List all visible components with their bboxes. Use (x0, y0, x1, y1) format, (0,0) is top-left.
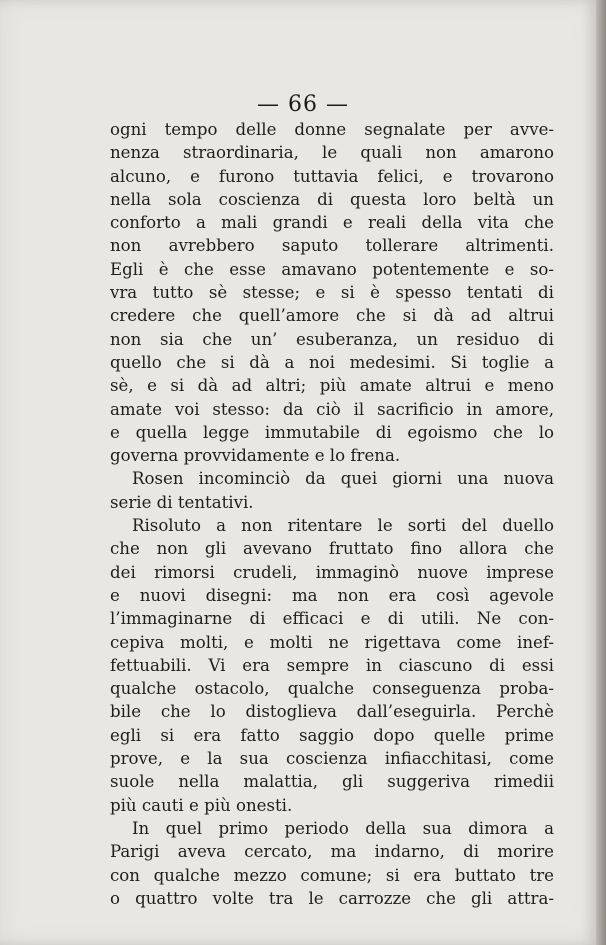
page-number: — 66 — (257, 92, 349, 117)
text-line: suole nella malattia, gli suggeriva rimedii (110, 772, 554, 792)
text-line: che non gli avevano fruttato fino allora che (110, 539, 554, 559)
text-line: e nuovi disegni: ma non era così agevole (110, 585, 554, 605)
body-text (110, 118, 554, 910)
text-line: prove, e la sua coscienza infiacchitasi, come (110, 749, 554, 769)
text-line: credere che quell’amore che si dà ad altrui (110, 306, 554, 326)
text-line: e quella legge immutabile di egoismo che lo (110, 422, 554, 442)
text-line: ogni tempo delle donne segnalate per avve- (110, 120, 554, 139)
text-line: quello che si dà a noi medesimi. Si toglie a (110, 352, 554, 372)
text-line: conforto a mali grandi e reali della vita che (110, 213, 554, 233)
text-line: Risoluto a non ritentare le sorti del duello (132, 516, 554, 536)
text-line: fettuabili. Vi era sempre in ciascuno di essi (110, 655, 554, 675)
text-line: In quel primo periodo della sua dimora a (132, 818, 554, 838)
text-line: bile che lo distoglieva dall’eseguirla. Perchè (110, 702, 554, 722)
page-edge (596, 0, 606, 945)
text-line: con qualche mezzo comune; si era buttato tre (110, 865, 554, 885)
text-line: governa provvidamente e lo frena. (110, 446, 401, 466)
text-line: egli si era fatto saggio dopo quelle prime (110, 725, 554, 745)
text-line: qualche ostacolo, qualche conseguenza proba- (110, 679, 554, 699)
text-line: dei rimorsi crudeli, immaginò nuove imprese (110, 562, 554, 582)
text-line: nella sola coscienza di questa loro beltà un (110, 189, 554, 209)
text-line: Egli è che esse amavano potentemente e so- (110, 259, 554, 279)
text-line: non avrebbero saputo tollerare altrimenti. (110, 236, 554, 256)
text-line: nenza straordinaria, le quali non amarono (110, 143, 554, 163)
text-line: vra tutto sè stesse; e si è spesso tentati di (110, 283, 554, 303)
text-line: alcuno, e furono tuttavia felici, e trovarono (110, 166, 554, 186)
text-line: cepiva molti, e molti ne rigettava come inef- (110, 632, 554, 652)
text-line: serie di tentativi. (110, 492, 254, 512)
text-line: o quattro volte tra le carrozze che gli attra- (110, 888, 554, 908)
text-line: non sia che un’ esuberanza, un residuo di (110, 329, 554, 349)
text-line: sè, e si dà ad altri; più amate altrui e meno (110, 376, 554, 396)
text-line: Rosen incominciò da quei giorni una nuova (132, 469, 554, 489)
text-line: Parigi aveva cercato, ma indarno, di morire (110, 842, 554, 862)
text-line: più cauti e più onesti. (110, 795, 293, 815)
text-line: amate voi stesso: da ciò il sacrificio in amore, (110, 399, 554, 419)
text-line: l’immaginarne di efficaci e di utili. Ne con- (110, 609, 554, 629)
